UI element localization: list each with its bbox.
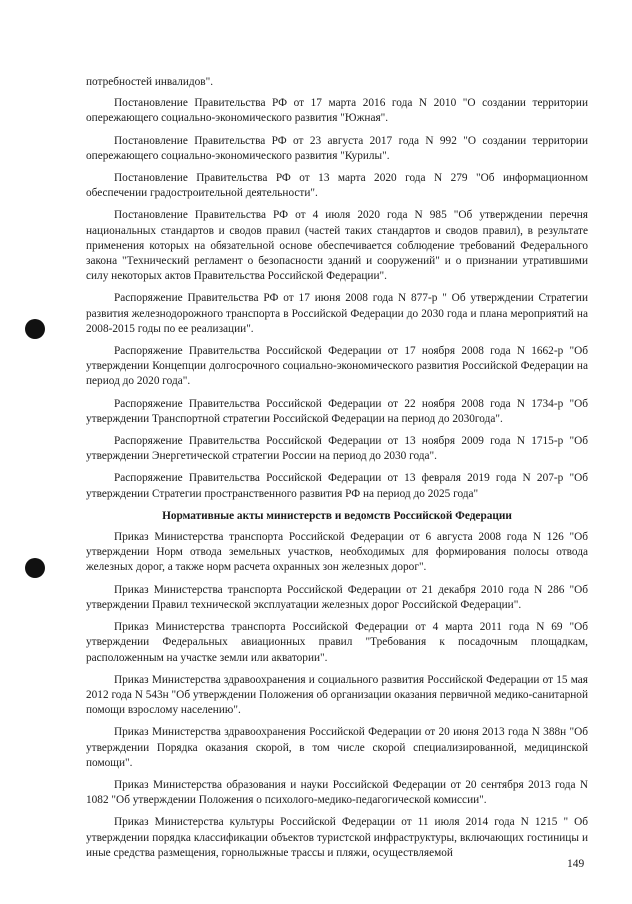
regulation-paragraph: Постановление Правительства РФ от 17 марта 2016 года N 2010 "О создании территории опережающего социально-экономического развития "Южная". (86, 97, 588, 125)
regulation-paragraph: Распоряжение Правительства Российской Федерации от 17 ноября 2008 года N 1662-р "Об утверждении Концепции долгосрочного социально-экономического развития Российской Федерации на период до 2020 года". (86, 345, 588, 388)
paragraph-list-government-acts (86, 96, 588, 502)
section-heading: Нормативные акты министерств и ведомств Российской Федерации (162, 509, 512, 522)
regulation-paragraph: Приказ Министерства образования и науки Российской Федерации от 20 сентября 2013 года N 1082 "Об утверждении Положения о психолого-медико-педагогической комиссии". (86, 778, 588, 807)
regulation-paragraph: Приказ Министерства культуры Российской Федерации от 11 июля 2014 года N 1215 " Об утверждении порядка классификации объектов туристской инфраструктуры, включающих гостиницы и иные средства размещения, горнолыжные трассы и пляжи, осуществляемой (86, 816, 588, 859)
punch-hole-mark (25, 319, 45, 339)
regulation-paragraph: Распоряжение Правительства Российской Федерации от 13 февраля 2019 года N 207-р "Об утверждении Стратегии пространственного развития РФ на период до 2025 года" (86, 472, 588, 500)
regulation-paragraph: Приказ Министерства транспорта Российской Федерации от 6 августа 2008 года N 126 "Об утверждении Норм отвода земельных участков, необходимых для формирования полосы отвода железных дорог, а также норм расчета охранных зон железных дорог". (86, 531, 588, 574)
regulation-paragraph: Распоряжение Правительства Российской Федерации от 13 ноября 2009 года N 1715-р "Об утверждении Энергетической стратегии России на период до 2030 года". (86, 435, 588, 463)
paragraph-list-ministry-acts (86, 530, 588, 861)
regulation-paragraph: Распоряжение Правительства Российской Федерации от 22 ноября 2008 года N 1734-р "Об утверждении Транспортной стратегии Российской Федерации на период до 2030года". (86, 397, 588, 425)
regulation-paragraph: Приказ Министерства здравоохранения Российской Федерации от 20 июня 2013 года N 388н "Об утверждении Порядка оказания скорой, в том числе скорой специализированной, медицинской помощи". (86, 726, 588, 769)
document-body (86, 75, 588, 868)
regulation-paragraph: Постановление Правительства РФ от 4 июля 2020 года N 985 "Об утверждении перечня национальных стандартов и сводов правил (частей таких стандартов и сводов правил), в результате применения которых на обязательной основе обеспечивается соблюдение требований Федерального закона "Технический регламент о безопасности зданий и сооружений" и о признании утратившими силу некоторых актов Правительства Российской Федерации". (86, 209, 588, 283)
regulation-paragraph: Приказ Министерства здравоохранения и социального развития Российской Федерации от 15 мая 2012 года N 543н "Об утверждении Положения об организации оказания первичной медико-санитарной помощи взрослому населению". (86, 673, 588, 717)
regulation-paragraph: Приказ Министерства транспорта Российской Федерации от 4 марта 2011 года N 69 "Об утверждении Федеральных авиационных правил "Требования к посадочным площадкам, расположенным на участке земли или акватории". (86, 621, 588, 664)
regulation-paragraph: Постановление Правительства РФ от 23 августа 2017 года N 992 "О создании территории опережающего социально-экономического развития "Курилы". (86, 134, 588, 162)
page-number: 149 (567, 858, 585, 870)
regulation-paragraph: Постановление Правительства РФ от 13 марта 2020 года N 279 "Об информационном обеспечении градостроительной деятельности". (86, 172, 588, 200)
continued-text: потребностей инвалидов". (86, 76, 214, 88)
punch-hole-mark (25, 558, 45, 578)
regulation-paragraph: Распоряжение Правительства РФ от 17 июня 2008 года N 877-р " Об утверждении Стратегии развития железнодорожного транспорта в Российской Федерации до 2030 года и плана мероприятий на 2008-2015 годы по ее реализации". (86, 292, 588, 335)
regulation-paragraph: Приказ Министерства транспорта Российской Федерации от 21 декабря 2010 года N 286 "Об утверждении Правил технической эксплуатации железных дорог Российской Федерации". (86, 583, 588, 611)
